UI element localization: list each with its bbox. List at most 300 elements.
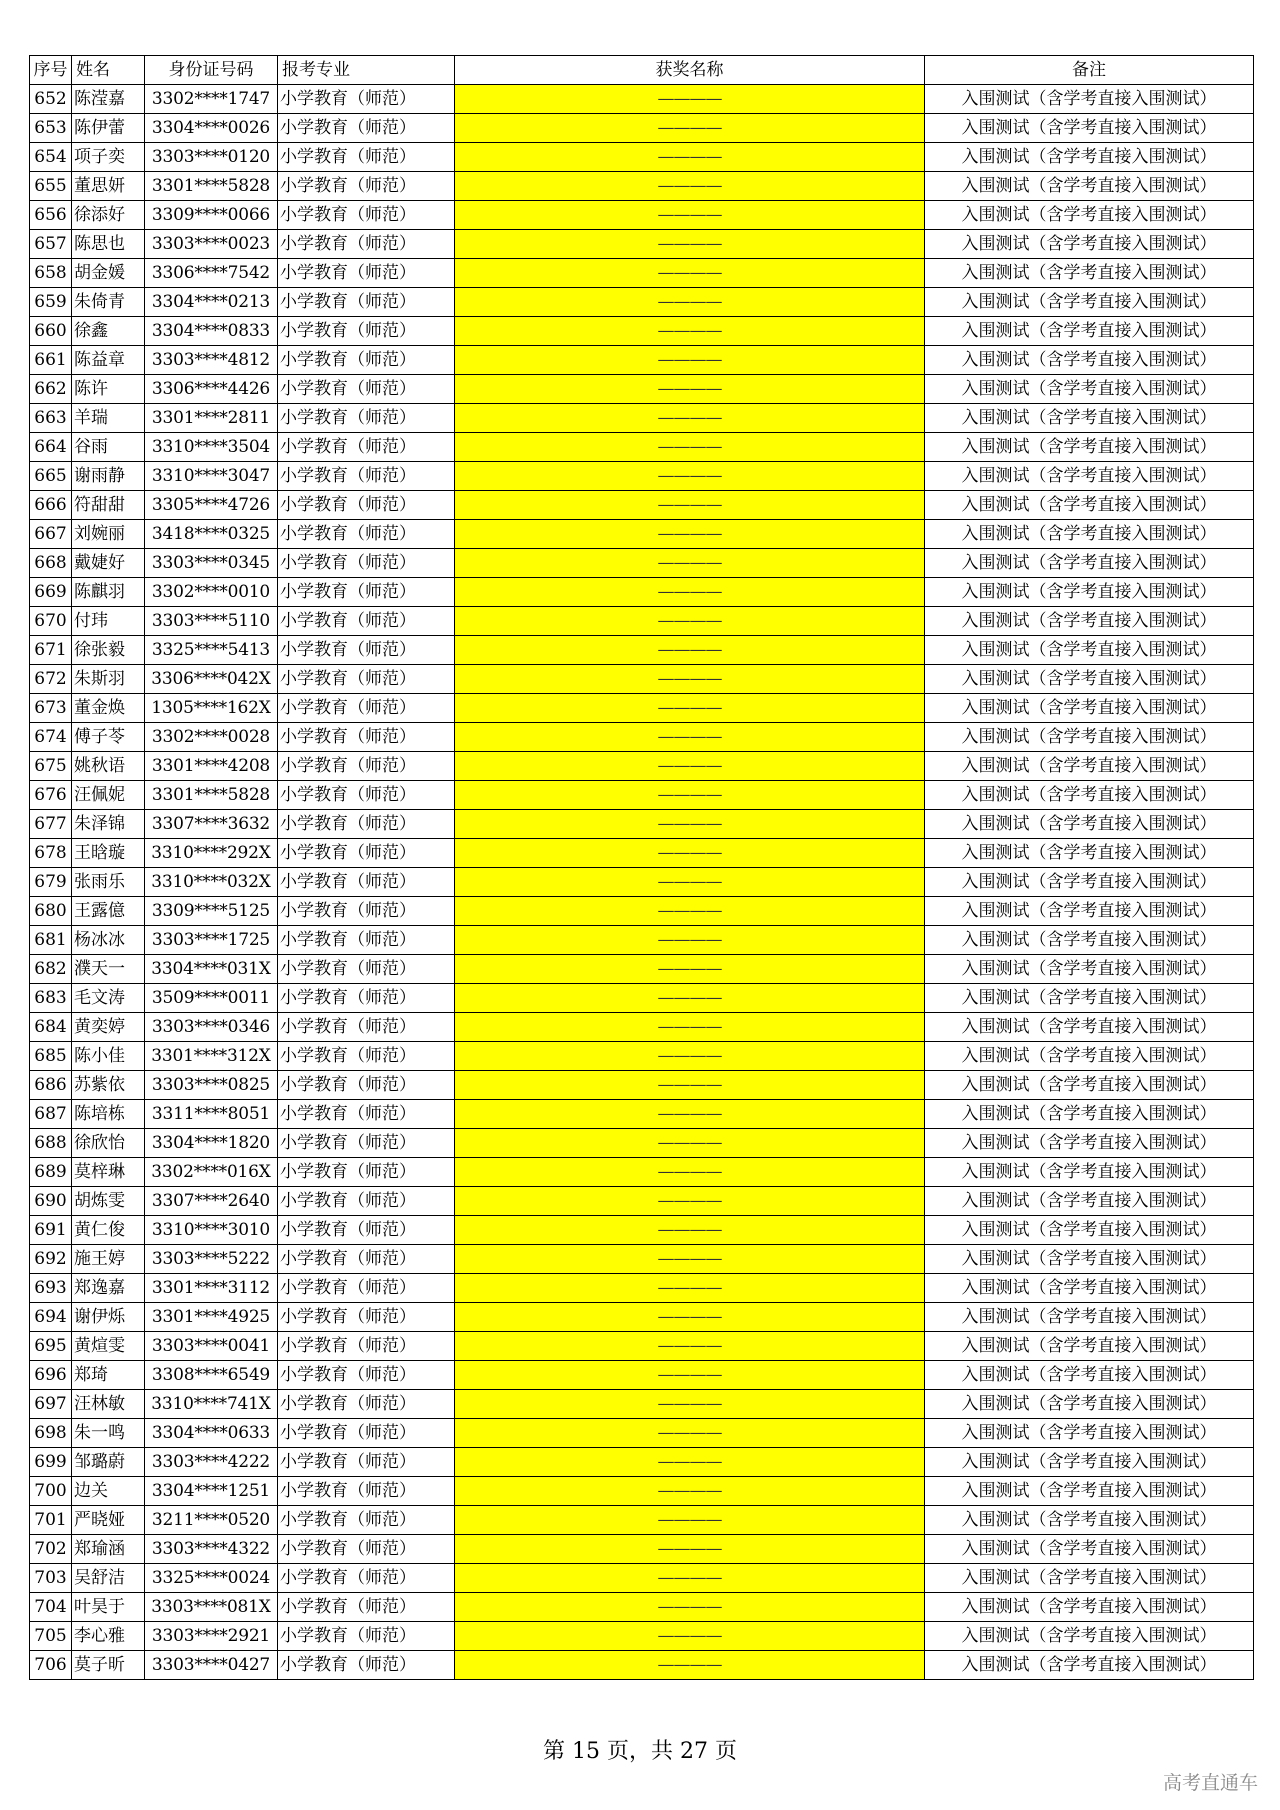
cell-name: 徐鑫	[72, 317, 145, 346]
cell-id: 3303****5222	[145, 1245, 278, 1274]
cell-note: 入围测试（含学考直接入围测试）	[925, 1361, 1254, 1390]
cell-award: ————	[455, 1071, 925, 1100]
cell-major: 小学教育（师范）	[278, 1448, 455, 1477]
cell-note: 入围测试（含学考直接入围测试）	[925, 694, 1254, 723]
cell-name: 朱一鸣	[72, 1419, 145, 1448]
table-row	[30, 1419, 1254, 1448]
cell-note: 入围测试（含学考直接入围测试）	[925, 433, 1254, 462]
cell-id: 3303****1725	[145, 926, 278, 955]
cell-id: 3310****3010	[145, 1216, 278, 1245]
cell-id: 3310****3504	[145, 433, 278, 462]
cell-seq: 704	[30, 1593, 72, 1622]
cell-major: 小学教育（师范）	[278, 1071, 455, 1100]
cell-name: 徐张毅	[72, 636, 145, 665]
cell-award: ————	[455, 897, 925, 926]
table-row	[30, 462, 1254, 491]
cell-name: 胡金媛	[72, 259, 145, 288]
cell-name: 汪佩妮	[72, 781, 145, 810]
cell-seq: 663	[30, 404, 72, 433]
cell-major: 小学教育（师范）	[278, 1593, 455, 1622]
cell-award: ————	[455, 1390, 925, 1419]
cell-id: 3305****4726	[145, 491, 278, 520]
cell-note: 入围测试（含学考直接入围测试）	[925, 259, 1254, 288]
table-row	[30, 1390, 1254, 1419]
cell-major: 小学教育（师范）	[278, 723, 455, 752]
cell-id: 3303****2921	[145, 1622, 278, 1651]
cell-note: 入围测试（含学考直接入围测试）	[925, 1448, 1254, 1477]
cell-note: 入围测试（含学考直接入围测试）	[925, 172, 1254, 201]
cell-note: 入围测试（含学考直接入围测试）	[925, 1477, 1254, 1506]
cell-name: 黄奕婷	[72, 1013, 145, 1042]
cell-note: 入围测试（含学考直接入围测试）	[925, 1593, 1254, 1622]
cell-seq: 659	[30, 288, 72, 317]
cell-id: 3303****5110	[145, 607, 278, 636]
cell-major: 小学教育（师范）	[278, 172, 455, 201]
cell-award: ————	[455, 665, 925, 694]
cell-note: 入围测试（含学考直接入围测试）	[925, 520, 1254, 549]
cell-seq: 661	[30, 346, 72, 375]
cell-id: 3301****4925	[145, 1303, 278, 1332]
cell-award: ————	[455, 1506, 925, 1535]
header-award: 获奖名称	[455, 56, 925, 85]
cell-name: 施王婷	[72, 1245, 145, 1274]
table-row	[30, 1187, 1254, 1216]
table-row	[30, 1245, 1254, 1274]
cell-name: 叶昊于	[72, 1593, 145, 1622]
header-note: 备注	[925, 56, 1254, 85]
cell-name: 陈伊蕾	[72, 114, 145, 143]
cell-seq: 668	[30, 549, 72, 578]
table-row	[30, 1448, 1254, 1477]
cell-major: 小学教育（师范）	[278, 114, 455, 143]
cell-award: ————	[455, 723, 925, 752]
cell-id: 3303****0120	[145, 143, 278, 172]
table-row	[30, 984, 1254, 1013]
cell-name: 付玮	[72, 607, 145, 636]
cell-note: 入围测试（含学考直接入围测试）	[925, 810, 1254, 839]
cell-award: ————	[455, 1419, 925, 1448]
cell-name: 吴舒洁	[72, 1564, 145, 1593]
cell-note: 入围测试（含学考直接入围测试）	[925, 462, 1254, 491]
table-row	[30, 1100, 1254, 1129]
cell-major: 小学教育（师范）	[278, 810, 455, 839]
cell-major: 小学教育（师范）	[278, 1506, 455, 1535]
table-row	[30, 839, 1254, 868]
cell-award: ————	[455, 1361, 925, 1390]
cell-name: 杨冰冰	[72, 926, 145, 955]
table-row	[30, 114, 1254, 143]
table-row	[30, 1477, 1254, 1506]
cell-note: 入围测试（含学考直接入围测试）	[925, 143, 1254, 172]
table-row	[30, 1042, 1254, 1071]
cell-note: 入围测试（含学考直接入围测试）	[925, 1506, 1254, 1535]
cell-seq: 675	[30, 752, 72, 781]
cell-id: 3325****0024	[145, 1564, 278, 1593]
cell-name: 陈思也	[72, 230, 145, 259]
cell-seq: 696	[30, 1361, 72, 1390]
cell-seq: 670	[30, 607, 72, 636]
page-number: 第 15 页，共 27 页	[543, 1739, 737, 1764]
cell-major: 小学教育（师范）	[278, 1332, 455, 1361]
header-name: 姓名	[72, 56, 145, 85]
cell-name: 李心雅	[72, 1622, 145, 1651]
cell-seq: 664	[30, 433, 72, 462]
cell-seq: 657	[30, 230, 72, 259]
cell-id: 3303****4812	[145, 346, 278, 375]
cell-seq: 705	[30, 1622, 72, 1651]
cell-name: 董思妍	[72, 172, 145, 201]
cell-id: 3310****032X	[145, 868, 278, 897]
cell-major: 小学教育（师范）	[278, 201, 455, 230]
cell-id: 3306****4426	[145, 375, 278, 404]
cell-note: 入围测试（含学考直接入围测试）	[925, 1071, 1254, 1100]
cell-note: 入围测试（含学考直接入围测试）	[925, 868, 1254, 897]
cell-seq: 681	[30, 926, 72, 955]
cell-name: 濮天一	[72, 955, 145, 984]
cell-note: 入围测试（含学考直接入围测试）	[925, 404, 1254, 433]
cell-name: 王晗璇	[72, 839, 145, 868]
cell-name: 董金焕	[72, 694, 145, 723]
cell-major: 小学教育（师范）	[278, 1274, 455, 1303]
cell-major: 小学教育（师范）	[278, 1564, 455, 1593]
cell-award: ————	[455, 1332, 925, 1361]
cell-award: ————	[455, 143, 925, 172]
table-row	[30, 346, 1254, 375]
cell-name: 朱泽锦	[72, 810, 145, 839]
cell-id: 3303****4222	[145, 1448, 278, 1477]
cell-note: 入围测试（含学考直接入围测试）	[925, 578, 1254, 607]
cell-id: 1305****162X	[145, 694, 278, 723]
cell-id: 3306****042X	[145, 665, 278, 694]
table-row	[30, 1535, 1254, 1564]
cell-note: 入围测试（含学考直接入围测试）	[925, 491, 1254, 520]
cell-seq: 699	[30, 1448, 72, 1477]
cell-seq: 652	[30, 85, 72, 114]
cell-major: 小学教育（师范）	[278, 1419, 455, 1448]
cell-name: 陈培栋	[72, 1100, 145, 1129]
header-major: 报考专业	[278, 56, 455, 85]
cell-award: ————	[455, 839, 925, 868]
cell-name: 陈许	[72, 375, 145, 404]
cell-major: 小学教育（师范）	[278, 839, 455, 868]
table-row	[30, 1361, 1254, 1390]
cell-note: 入围测试（含学考直接入围测试）	[925, 1042, 1254, 1071]
cell-note: 入围测试（含学考直接入围测试）	[925, 897, 1254, 926]
cell-major: 小学教育（师范）	[278, 1390, 455, 1419]
cell-id: 3303****0345	[145, 549, 278, 578]
cell-major: 小学教育（师范）	[278, 462, 455, 491]
cell-major: 小学教育（师范）	[278, 85, 455, 114]
cell-award: ————	[455, 1651, 925, 1680]
cell-note: 入围测试（含学考直接入围测试）	[925, 230, 1254, 259]
cell-note: 入围测试（含学考直接入围测试）	[925, 85, 1254, 114]
cell-id: 3310****741X	[145, 1390, 278, 1419]
cell-id: 3311****8051	[145, 1100, 278, 1129]
table-row	[30, 259, 1254, 288]
table-row	[30, 549, 1254, 578]
cell-name: 朱斯羽	[72, 665, 145, 694]
cell-seq: 706	[30, 1651, 72, 1680]
table-row	[30, 1216, 1254, 1245]
cell-name: 郑琦	[72, 1361, 145, 1390]
cell-major: 小学教育（师范）	[278, 520, 455, 549]
cell-note: 入围测试（含学考直接入围测试）	[925, 1651, 1254, 1680]
cell-major: 小学教育（师范）	[278, 1129, 455, 1158]
cell-seq: 665	[30, 462, 72, 491]
cell-name: 苏紫依	[72, 1071, 145, 1100]
cell-name: 胡炼雯	[72, 1187, 145, 1216]
cell-seq: 700	[30, 1477, 72, 1506]
cell-seq: 685	[30, 1042, 72, 1071]
cell-id: 3304****1251	[145, 1477, 278, 1506]
table-row	[30, 1013, 1254, 1042]
cell-seq: 658	[30, 259, 72, 288]
cell-seq: 660	[30, 317, 72, 346]
table-row	[30, 868, 1254, 897]
cell-note: 入围测试（含学考直接入围测试）	[925, 346, 1254, 375]
cell-name: 刘婉丽	[72, 520, 145, 549]
cell-award: ————	[455, 1100, 925, 1129]
cell-major: 小学教育（师范）	[278, 1100, 455, 1129]
cell-note: 入围测试（含学考直接入围测试）	[925, 317, 1254, 346]
cell-award: ————	[455, 868, 925, 897]
cell-id: 3303****0427	[145, 1651, 278, 1680]
cell-id: 3302****016X	[145, 1158, 278, 1187]
cell-award: ————	[455, 404, 925, 433]
cell-award: ————	[455, 984, 925, 1013]
cell-award: ————	[455, 1448, 925, 1477]
table-row	[30, 201, 1254, 230]
cell-award: ————	[455, 1158, 925, 1187]
cell-name: 莫子昕	[72, 1651, 145, 1680]
cell-major: 小学教育（师范）	[278, 636, 455, 665]
cell-seq: 689	[30, 1158, 72, 1187]
cell-id: 3302****0028	[145, 723, 278, 752]
cell-id: 3302****0010	[145, 578, 278, 607]
cell-award: ————	[455, 752, 925, 781]
table-body	[30, 85, 1254, 1680]
cell-award: ————	[455, 1187, 925, 1216]
cell-major: 小学教育（师范）	[278, 346, 455, 375]
cell-note: 入围测试（含学考直接入围测试）	[925, 1129, 1254, 1158]
table-row	[30, 404, 1254, 433]
cell-award: ————	[455, 1477, 925, 1506]
cell-note: 入围测试（含学考直接入围测试）	[925, 375, 1254, 404]
table-row	[30, 955, 1254, 984]
table-row	[30, 897, 1254, 926]
cell-name: 徐欣怡	[72, 1129, 145, 1158]
cell-award: ————	[455, 1622, 925, 1651]
cell-id: 3301****2811	[145, 404, 278, 433]
cell-award: ————	[455, 607, 925, 636]
cell-seq: 688	[30, 1129, 72, 1158]
cell-seq: 679	[30, 868, 72, 897]
cell-id: 3303****0023	[145, 230, 278, 259]
cell-seq: 672	[30, 665, 72, 694]
cell-note: 入围测试（含学考直接入围测试）	[925, 1303, 1254, 1332]
table-row	[30, 1274, 1254, 1303]
table-row	[30, 317, 1254, 346]
cell-note: 入围测试（含学考直接入围测试）	[925, 549, 1254, 578]
cell-note: 入围测试（含学考直接入围测试）	[925, 752, 1254, 781]
cell-award: ————	[455, 85, 925, 114]
cell-seq: 698	[30, 1419, 72, 1448]
cell-award: ————	[455, 230, 925, 259]
cell-id: 3509****0011	[145, 984, 278, 1013]
cell-id: 3303****0041	[145, 1332, 278, 1361]
cell-seq: 666	[30, 491, 72, 520]
cell-name: 符甜甜	[72, 491, 145, 520]
cell-note: 入围测试（含学考直接入围测试）	[925, 839, 1254, 868]
cell-seq: 673	[30, 694, 72, 723]
cell-note: 入围测试（含学考直接入围测试）	[925, 1013, 1254, 1042]
cell-award: ————	[455, 636, 925, 665]
cell-name: 陈滢嘉	[72, 85, 145, 114]
cell-seq: 662	[30, 375, 72, 404]
cell-award: ————	[455, 926, 925, 955]
cell-major: 小学教育（师范）	[278, 1622, 455, 1651]
cell-major: 小学教育（师范）	[278, 694, 455, 723]
cell-name: 黄仁俊	[72, 1216, 145, 1245]
table-row	[30, 288, 1254, 317]
cell-id: 3309****0066	[145, 201, 278, 230]
cell-name: 郑逸嘉	[72, 1274, 145, 1303]
table-row	[30, 85, 1254, 114]
cell-major: 小学教育（师范）	[278, 897, 455, 926]
cell-id: 3307****3632	[145, 810, 278, 839]
cell-award: ————	[455, 810, 925, 839]
cell-seq: 692	[30, 1245, 72, 1274]
cell-id: 3301****3112	[145, 1274, 278, 1303]
cell-seq: 686	[30, 1071, 72, 1100]
cell-major: 小学教育（师范）	[278, 259, 455, 288]
table-row	[30, 1158, 1254, 1187]
cell-id: 3303****0825	[145, 1071, 278, 1100]
cell-note: 入围测试（含学考直接入围测试）	[925, 201, 1254, 230]
table-row	[30, 1332, 1254, 1361]
cell-id: 3310****292X	[145, 839, 278, 868]
cell-major: 小学教育（师范）	[278, 404, 455, 433]
cell-seq: 694	[30, 1303, 72, 1332]
table-row	[30, 491, 1254, 520]
cell-id: 3301****5828	[145, 781, 278, 810]
cell-name: 严晓娅	[72, 1506, 145, 1535]
cell-award: ————	[455, 1564, 925, 1593]
cell-major: 小学教育（师范）	[278, 549, 455, 578]
cell-major: 小学教育（师范）	[278, 433, 455, 462]
cell-id: 3302****1747	[145, 85, 278, 114]
cell-major: 小学教育（师范）	[278, 317, 455, 346]
cell-major: 小学教育（师范）	[278, 230, 455, 259]
cell-id: 3307****2640	[145, 1187, 278, 1216]
cell-seq: 702	[30, 1535, 72, 1564]
cell-id: 3306****7542	[145, 259, 278, 288]
table-row	[30, 665, 1254, 694]
table-row	[30, 520, 1254, 549]
cell-id: 3325****5413	[145, 636, 278, 665]
cell-name: 张雨乐	[72, 868, 145, 897]
table-row	[30, 694, 1254, 723]
cell-seq: 655	[30, 172, 72, 201]
cell-seq: 697	[30, 1390, 72, 1419]
cell-seq: 667	[30, 520, 72, 549]
cell-id: 3310****3047	[145, 462, 278, 491]
cell-award: ————	[455, 491, 925, 520]
cell-id: 3304****0213	[145, 288, 278, 317]
cell-seq: 690	[30, 1187, 72, 1216]
cell-name: 谷雨	[72, 433, 145, 462]
cell-note: 入围测试（含学考直接入围测试）	[925, 984, 1254, 1013]
cell-major: 小学教育（师范）	[278, 288, 455, 317]
table-row	[30, 1129, 1254, 1158]
cell-major: 小学教育（师范）	[278, 1303, 455, 1332]
cell-major: 小学教育（师范）	[278, 984, 455, 1013]
cell-major: 小学教育（师范）	[278, 1158, 455, 1187]
cell-name: 项子奕	[72, 143, 145, 172]
table-row	[30, 578, 1254, 607]
table-row	[30, 230, 1254, 259]
cell-name: 毛文涛	[72, 984, 145, 1013]
cell-major: 小学教育（师范）	[278, 1245, 455, 1274]
cell-name: 边关	[72, 1477, 145, 1506]
cell-note: 入围测试（含学考直接入围测试）	[925, 1332, 1254, 1361]
cell-name: 戴婕好	[72, 549, 145, 578]
cell-id: 3304****0633	[145, 1419, 278, 1448]
table-row	[30, 1071, 1254, 1100]
cell-seq: 684	[30, 1013, 72, 1042]
cell-seq: 676	[30, 781, 72, 810]
table-row	[30, 143, 1254, 172]
cell-seq: 671	[30, 636, 72, 665]
table-row	[30, 607, 1254, 636]
cell-major: 小学教育（师范）	[278, 578, 455, 607]
cell-seq: 683	[30, 984, 72, 1013]
cell-id: 3304****0026	[145, 114, 278, 143]
cell-id: 3308****6549	[145, 1361, 278, 1390]
table-row	[30, 1593, 1254, 1622]
cell-major: 小学教育（师范）	[278, 143, 455, 172]
cell-note: 入围测试（含学考直接入围测试）	[925, 955, 1254, 984]
cell-name: 陈益章	[72, 346, 145, 375]
cell-id: 3301****312X	[145, 1042, 278, 1071]
cell-seq: 701	[30, 1506, 72, 1535]
cell-major: 小学教育（师范）	[278, 1013, 455, 1042]
cell-award: ————	[455, 549, 925, 578]
cell-major: 小学教育（师范）	[278, 868, 455, 897]
cell-award: ————	[455, 1042, 925, 1071]
cell-name: 黄煊雯	[72, 1332, 145, 1361]
cell-note: 入围测试（含学考直接入围测试）	[925, 723, 1254, 752]
cell-major: 小学教育（师范）	[278, 491, 455, 520]
cell-note: 入围测试（含学考直接入围测试）	[925, 1622, 1254, 1651]
cell-note: 入围测试（含学考直接入围测试）	[925, 1245, 1254, 1274]
table-row	[30, 636, 1254, 665]
cell-seq: 674	[30, 723, 72, 752]
cell-award: ————	[455, 462, 925, 491]
cell-award: ————	[455, 1274, 925, 1303]
cell-name: 莫梓琳	[72, 1158, 145, 1187]
cell-note: 入围测试（含学考直接入围测试）	[925, 926, 1254, 955]
cell-major: 小学教育（师范）	[278, 752, 455, 781]
cell-award: ————	[455, 1535, 925, 1564]
cell-award: ————	[455, 1216, 925, 1245]
cell-id: 3304****0833	[145, 317, 278, 346]
cell-note: 入围测试（含学考直接入围测试）	[925, 636, 1254, 665]
table-row	[30, 1651, 1254, 1680]
table-row	[30, 1622, 1254, 1651]
cell-major: 小学教育（师范）	[278, 1535, 455, 1564]
header-row	[30, 56, 1254, 85]
